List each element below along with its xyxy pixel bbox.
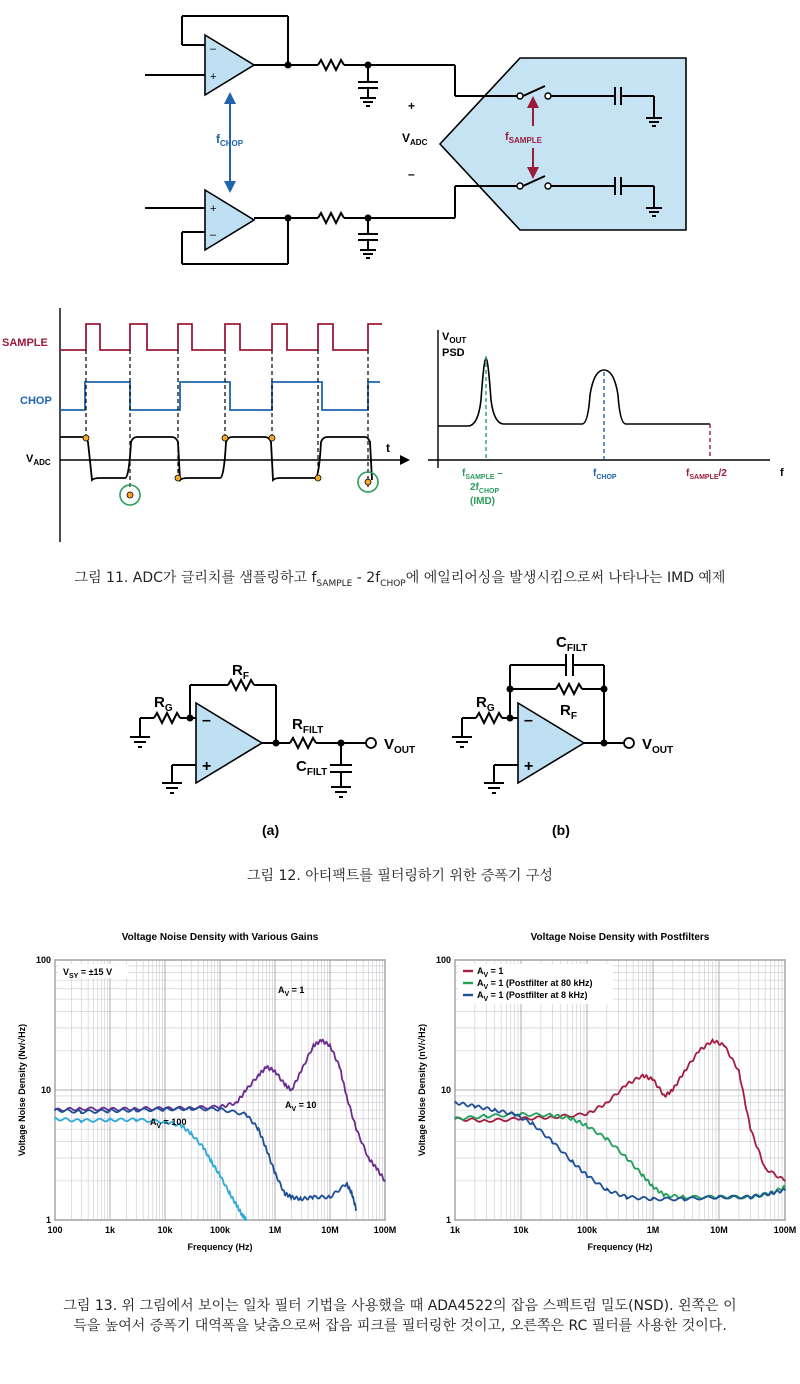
data-point [712, 1040, 714, 1042]
series-label: $A_V = 10$ [285, 1100, 317, 1113]
data-point [750, 1128, 752, 1130]
data-point [571, 1161, 573, 1163]
svg-text:RFILT: $R_{FILT}$ [292, 716, 324, 736]
data-point [274, 1172, 276, 1174]
svg-text:–: – [202, 712, 211, 729]
data-point [236, 1102, 238, 1104]
y-axis-label: Voltage Noise Density (Nv/√Hz) [17, 1023, 27, 1157]
data-point [606, 1189, 608, 1191]
data-point [266, 1066, 268, 1068]
svg-text:VOUT: $V_{OUT}$ [642, 736, 674, 756]
data-point [236, 1204, 238, 1206]
svg-text:f: f [780, 467, 784, 479]
y-tick-label: 100 [35, 955, 51, 965]
data-point [329, 1045, 331, 1047]
fs2-label: $f_{SAMPLE}/2$ [686, 468, 727, 481]
label-a: (a) [262, 822, 280, 838]
data-point [652, 1186, 654, 1188]
data-point [368, 1157, 370, 1159]
chart-gains [0, 925, 400, 1265]
series-label: $A_V = 1$ [278, 985, 305, 998]
data-point [219, 1175, 221, 1177]
data-point [258, 1128, 260, 1130]
fig13-caption: 그림 13. 위 그림에서 보이는 일차 필터 기법을 사용했을 때 ADA4522의 잡음 스펙트럼 밀도(NSD). 왼쪽은 이 득을 높여서 증폭기 대역폭을 낮춤으로써 잡음 피크를 필터링한 것이고, 오른쪽은 RC 필터를 사용한 것이다. [63, 1298, 737, 1334]
x-tick-label: 10M [321, 1225, 339, 1235]
svg-text:+: + [408, 99, 416, 113]
data-point [245, 1089, 247, 1091]
data-point [245, 1219, 247, 1221]
data-point [313, 1045, 315, 1047]
svg-text:+: + [202, 758, 212, 775]
data-point [532, 1123, 534, 1125]
data-point [355, 1128, 357, 1130]
opamp-bottom [205, 190, 254, 250]
data-point [684, 1196, 686, 1198]
svg-text:+: + [524, 758, 534, 775]
fig11-schematic [0, 0, 800, 290]
data-point [718, 1196, 720, 1198]
data-point [769, 1193, 771, 1195]
svg-text:–: – [408, 167, 415, 181]
data-point [384, 1180, 386, 1182]
data-point [454, 1118, 456, 1120]
svg-text:RF: $R_F$ [232, 662, 249, 682]
data-point [284, 1084, 286, 1086]
svg-text:RG: $R_G$ [154, 694, 173, 714]
data-point [723, 1045, 725, 1047]
data-point [376, 1167, 378, 1169]
x-tick-label: 10k [157, 1225, 173, 1235]
series-label: $A_V = 100$ [150, 1117, 187, 1130]
data-point [190, 1108, 192, 1110]
chart-title: Voltage Noise Density with Postfilters [530, 932, 710, 943]
data-point [284, 1193, 286, 1195]
data-point [80, 1108, 82, 1110]
y-tick-label: 100 [435, 955, 451, 965]
data-point [219, 1108, 221, 1110]
svg-text:–: – [210, 43, 217, 55]
data-point [109, 1110, 111, 1112]
data-point [552, 1114, 554, 1116]
chart-postfilters [400, 925, 800, 1265]
data-point [211, 1161, 213, 1163]
svg-text:RF: $R_F$ [560, 702, 577, 722]
fig12-schematics [0, 625, 800, 850]
vadc-wave [60, 437, 372, 480]
data-point [300, 1198, 302, 1200]
data-point [241, 1214, 243, 1216]
vadc-label: $V_{ADC}$ [402, 131, 428, 147]
fig12-caption: 그림 12. 아티팩트를 필터링하기 위한 증폭기 구성 [247, 868, 553, 884]
data-point [764, 1167, 766, 1169]
data-point [80, 1111, 82, 1113]
fchop-label: $f_{CHOP}$ [216, 132, 244, 148]
label-b: (b) [552, 822, 570, 838]
data-point [474, 1105, 476, 1107]
y-tick-label: 1 [445, 1215, 451, 1225]
svg-text:+: + [210, 203, 217, 215]
svg-text:PSD: PSD [442, 347, 465, 359]
data-point [229, 1193, 231, 1195]
data-point [135, 1109, 137, 1111]
vadc-axis-label: $V_{ADC}$ [26, 453, 51, 467]
svg-text:t: t [386, 441, 390, 455]
data-point [346, 1183, 348, 1185]
circuit-a [130, 662, 415, 838]
x-tick-label: 1M [268, 1225, 282, 1235]
data-point [203, 1147, 205, 1149]
data-point [784, 1186, 786, 1188]
data-point [586, 1125, 588, 1127]
data-point [494, 1109, 496, 1111]
data-point [642, 1175, 644, 1177]
data-point [245, 1113, 247, 1115]
legend-entry: $A_V = 1$ [477, 966, 504, 979]
data-point [164, 1108, 166, 1110]
supply-annotation: $V_{SY} = \pm 15$ V [63, 967, 113, 980]
data-point [652, 1198, 654, 1200]
data-point [606, 1102, 608, 1104]
chop-label: CHOP [20, 395, 52, 407]
data-point [784, 1180, 786, 1182]
data-point [258, 1074, 260, 1076]
imd-label-3: (IMD) [470, 496, 495, 507]
data-point [291, 1196, 293, 1198]
psd-vout-label: $V_{OUT}$ [442, 331, 467, 345]
circuit-b [452, 634, 673, 838]
imd-label-2: $2f_{CHOP}$ [470, 482, 500, 495]
data-point [355, 1209, 357, 1211]
data-point [606, 1138, 608, 1140]
x-tick-label: 1k [449, 1225, 461, 1235]
sample-label: SAMPLE [2, 337, 48, 349]
data-point [321, 1040, 323, 1042]
svg-text:CFILT: $C_{FILT}$ [556, 634, 588, 654]
adc-block [440, 58, 686, 230]
data-point [698, 1050, 700, 1052]
data-point [274, 1070, 276, 1072]
data-point [135, 1119, 137, 1121]
data-point [750, 1196, 752, 1198]
data-point [486, 1115, 488, 1117]
data-point [520, 1113, 522, 1115]
data-point [626, 1084, 628, 1086]
data-point [586, 1175, 588, 1177]
data-point [329, 1196, 331, 1198]
svg-text:RG: $R_G$ [476, 694, 495, 714]
x-tick-label: 1M [646, 1225, 660, 1235]
data-point [652, 1079, 654, 1081]
x-tick-label: 100M [773, 1225, 797, 1235]
y-tick-label: 10 [440, 1085, 451, 1095]
data-point [684, 1070, 686, 1072]
data-point [552, 1141, 554, 1143]
legend-entry: $A_V = 1$ (Postfilter at 80 kHz) [477, 978, 593, 991]
x-tick-label: 10M [710, 1225, 728, 1235]
svg-text:+: + [210, 71, 217, 83]
data-point [664, 1095, 666, 1097]
data-point [346, 1095, 348, 1097]
data-point [54, 1109, 56, 1111]
x-tick-label: 100k [209, 1225, 231, 1235]
svg-text:–: – [210, 229, 217, 241]
data-point [626, 1196, 628, 1198]
data-point [642, 1074, 644, 1076]
fsample-label: $f_{SAMPLE}$ [505, 131, 543, 145]
data-point [190, 1133, 192, 1135]
sample-wave [60, 324, 382, 350]
x-axis-label: Frequency (Hz) [587, 1242, 653, 1252]
y-axis-label: Voltage Noise Density (nV/√Hz) [417, 1023, 427, 1157]
data-point [339, 1066, 341, 1068]
data-point [351, 1193, 353, 1195]
data-point [664, 1194, 666, 1196]
data-point [266, 1148, 268, 1150]
data-point [54, 1118, 56, 1120]
data-point [486, 1120, 488, 1122]
x-axis-label: Frequency (Hz) [187, 1242, 253, 1252]
y-tick-label: 10 [40, 1085, 51, 1095]
legend-entry: $A_V = 1$ (Postfilter at 8 kHz) [477, 990, 588, 1003]
chop-wave [60, 382, 380, 410]
data-point [300, 1070, 302, 1072]
x-tick-label: 100 [47, 1225, 63, 1235]
data-point [684, 1198, 686, 1200]
data-point [571, 1118, 573, 1120]
fig11-timing [0, 290, 800, 560]
imd-label-1: $f_{SAMPLE}$ – [462, 468, 503, 481]
svg-text:VOUT: $V_{OUT}$ [384, 736, 416, 756]
fchop-axis-label: $f_{CHOP}$ [593, 468, 617, 481]
svg-text:–: – [524, 712, 533, 729]
data-point [738, 1070, 740, 1072]
y-tick-label: 1 [45, 1215, 51, 1225]
x-tick-label: 1k [104, 1225, 116, 1235]
data-point [80, 1120, 82, 1122]
svg-text:CFILT: $C_{FILT}$ [296, 758, 328, 778]
data-point [313, 1196, 315, 1198]
x-tick-label: 100M [373, 1225, 397, 1235]
data-point [109, 1119, 111, 1121]
data-point [454, 1102, 456, 1104]
x-tick-label: 100k [576, 1225, 598, 1235]
data-point [514, 1113, 516, 1115]
data-point [784, 1189, 786, 1191]
fig11-caption: 그림 11. ADC가 글리치를 샘플링하고 $f_{SAMPLE} - 2f_{CHOP}$에 에일리어싱을 발생시킴으로써 나타나는 IMD 예제 [74, 570, 726, 589]
data-point [586, 1113, 588, 1115]
data-point [626, 1157, 628, 1159]
psd-curve [438, 358, 710, 426]
chart-title: Voltage Noise Density with Various Gains [121, 932, 319, 943]
data-point [672, 1089, 674, 1091]
x-tick-label: 10k [513, 1225, 529, 1235]
data-point [291, 1089, 293, 1091]
